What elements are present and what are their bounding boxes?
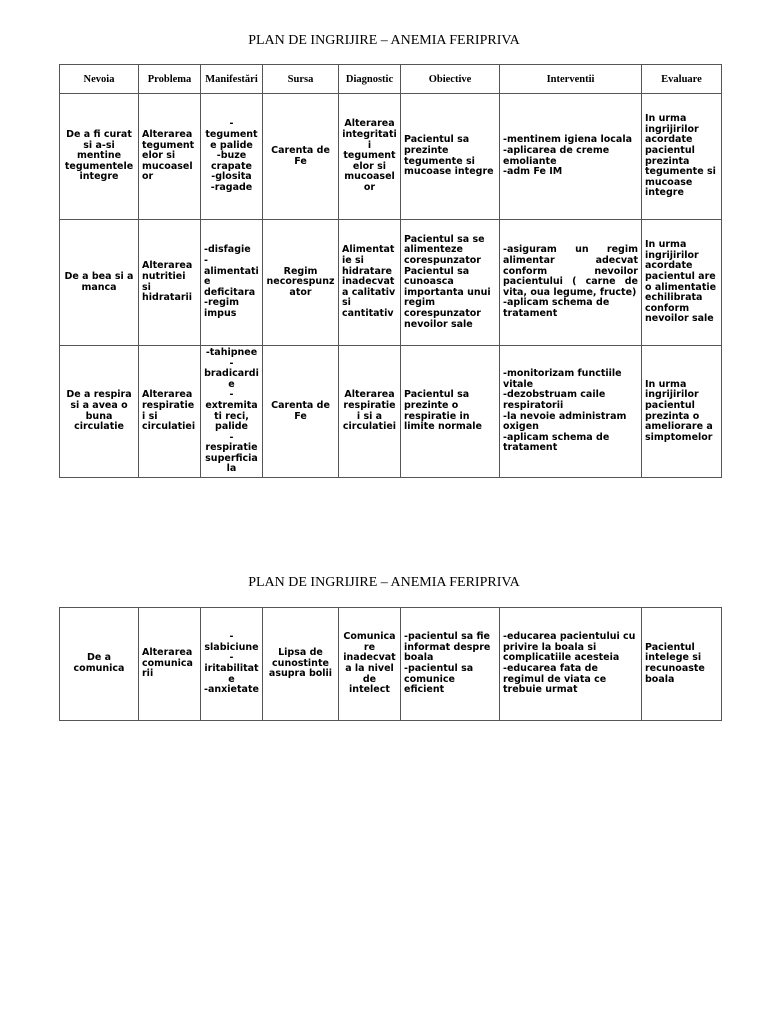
cell-sursa: Carenta de Fe (263, 94, 339, 220)
header-manifestari: Manifestări (201, 65, 263, 94)
manifestare-line: -tahipnee (205, 346, 258, 358)
interventie-line: -asiguram un regim alimentar adecvat conform nevoilor pacientului ( carne de vita, oua legume, fructe) (503, 244, 638, 298)
cell-problema: Alterarea nutritiei si hidratarii (139, 220, 201, 346)
cell-problema: Alterarea comunicarii (139, 608, 201, 721)
manifestare-line: -glosita (211, 171, 252, 183)
care-plan-table-2 (59, 607, 722, 721)
manifestare-line: - (204, 255, 208, 267)
cell-interventii (500, 608, 642, 721)
manifestare-line: - (229, 118, 234, 130)
header-row (60, 65, 722, 94)
header-diagnostic: Diagnostic (339, 65, 401, 94)
cell-evaluare: Pacientul intelege si recunoaste boala (642, 608, 722, 721)
cell-problema: Alterarea tegumentelor si mucoaselor (139, 94, 201, 220)
interventie-line: -dezobstruam caile respiratorii (503, 389, 606, 411)
cell-interventii (500, 220, 642, 346)
cell-diagnostic: Alterarea integritatii tegumentelor si mucoaselor (339, 94, 401, 220)
interventie-line: -aplicarea de creme emoliante (503, 144, 610, 167)
cell-nevoia: De a bea si a manca (60, 220, 139, 346)
cell-manifestari (201, 94, 263, 220)
cell-manifestari (201, 346, 263, 478)
cell-obiective (401, 608, 500, 721)
interventie-line: -adm Fe IM (503, 166, 563, 178)
cell-obiective (401, 94, 500, 220)
obiectiv-line: Pacientul sa se alimenteze corespunzator (404, 233, 485, 267)
interventie-line: -aplicam schema de tratament (503, 297, 610, 319)
manifestare-line: extremitati reci, palide (205, 399, 258, 433)
header-nevoia: Nevoia (60, 65, 139, 94)
cell-manifestari (201, 608, 263, 721)
cell-nevoia: De a respira si a avea o buna circulatie (60, 346, 139, 478)
manifestare-line: - (229, 389, 234, 401)
cell-evaluare: In urma ingrijirilor acordate pacientul are o alimentatie echilibrata conform nevoilor sale (642, 220, 722, 346)
header-evaluare: Evaluare (642, 65, 722, 94)
manifestare-line: tegumente palide (205, 129, 258, 151)
cell-evaluare: In urma ingrijirilor pacientul prezinta o ameliorare a simptomelor (642, 346, 722, 478)
obiectiv-line: Pacientul sa prezinte o respiratie in limite normale (404, 389, 482, 433)
interventie-line: -aplicam schema de tratament (503, 431, 610, 454)
page-title-2: PLAN DE INGRIJIRE – ANEMIA FERIPRIVA (248, 575, 520, 590)
manifestare-line: -buze crapate (211, 150, 252, 172)
manifestare-line: alimentatie deficitara (204, 265, 259, 298)
cell-diagnostic: Alterarea respiratiei si a circulatiei (339, 346, 401, 478)
cell-diagnostic: Comunicare inadecvata la nivel de intelect (339, 608, 401, 721)
cell-manifestari (201, 220, 263, 346)
manifestare-line: slabiciune (204, 641, 259, 653)
cell-sursa: Lipsa de cunostinte asupra bolii (263, 608, 339, 721)
manifestare-line: iritabilitate (204, 663, 259, 685)
care-plan-table-1 (59, 64, 722, 478)
obiectiv-line: -pacientul sa fie informat despre boala (404, 631, 491, 664)
obiectiv-line: Pacientul sa cunoasca importanta unui regim corespunzator nevoilor sale (404, 265, 491, 330)
interventie-line: -monitorizam functiile vitale (503, 368, 622, 390)
interventie-line: -educarea fata de regimul de viata ce trebuie urmat (503, 663, 607, 696)
manifestare-line: -regim impus (204, 297, 240, 319)
manifestare-line: -ragade (210, 181, 253, 193)
manifestare-line: - (229, 357, 234, 369)
obiectiv-line: Pacientul sa prezinte tegumente si mucoase integre (404, 134, 494, 178)
header-interventii: Interventii (500, 65, 642, 94)
cell-obiective (401, 346, 500, 478)
table-row (60, 220, 722, 346)
manifestare-line: -respiratie superficiala (205, 431, 258, 475)
cell-interventii (500, 94, 642, 220)
page-title-1: PLAN DE INGRIJIRE – ANEMIA FERIPRIVA (248, 33, 520, 48)
manifestare-line: -anxietate (204, 684, 259, 696)
manifestare-line: bradicardie (204, 368, 259, 390)
manifestare-line: - (229, 652, 234, 664)
cell-obiective (401, 220, 500, 346)
cell-nevoia: De a comunica (60, 608, 139, 721)
table-row (60, 346, 722, 478)
table-row (60, 608, 722, 721)
table-row (60, 94, 722, 220)
cell-sursa: Carenta de Fe (263, 346, 339, 478)
cell-interventii (500, 346, 642, 478)
manifestare-line: - (229, 631, 234, 643)
interventie-line: -mentinem igiena locala (503, 134, 632, 146)
cell-problema: Alterarea respiratiei si circulatiei (139, 346, 201, 478)
obiectiv-line: -pacientul sa comunice eficient (404, 663, 474, 696)
cell-sursa: Regim necorespunzator (263, 220, 339, 346)
interventie-line: -educarea pacientului cu privire la boala si complicatiile acesteia (503, 631, 636, 664)
cell-evaluare: In urma ingrijirilor acordate pacientul prezinta tegumente si mucoase integre (642, 94, 722, 220)
interventie-line: -la nevoie administram oxigen (503, 410, 627, 433)
header-problema: Problema (139, 65, 201, 94)
manifestare-line: -disfagie (204, 244, 251, 256)
cell-nevoia: De a fi curat si a-si mentine tegumentele integre (60, 94, 139, 220)
header-sursa: Sursa (263, 65, 339, 94)
header-obiective: Obiective (401, 65, 500, 94)
cell-diagnostic: Alimentatie si hidratare inadecvata calitativ si cantitativ (339, 220, 401, 346)
